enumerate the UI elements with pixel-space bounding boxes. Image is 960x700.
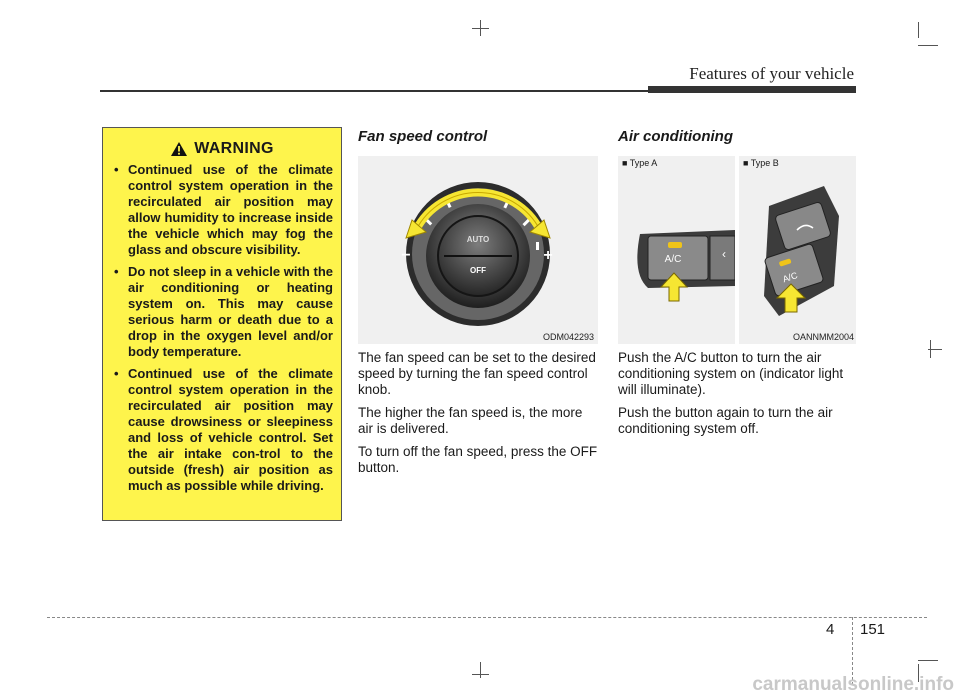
crop-mark	[480, 662, 481, 678]
warning-item	[111, 366, 333, 494]
figure-code: OANNMM2004	[792, 332, 854, 342]
warning-list	[111, 162, 333, 494]
ac-type-a-figure	[618, 156, 735, 344]
knob-off-label: OFF	[470, 266, 486, 275]
knob-auto-label: AUTO	[466, 235, 490, 244]
section-header: Features of your vehicle	[689, 64, 854, 83]
warning-item-text: Continued use of the climate control system operation in the recirculated air position may allow humidity to increase inside the vehicle which may fog the glass and obscure visibility.	[128, 162, 333, 257]
ac-button-label: A/C	[781, 270, 799, 285]
indicator-light-icon	[668, 242, 682, 248]
fan-paragraph: To turn off the fan speed, press the OFF button.	[358, 444, 598, 475]
knob-minus-label: −	[401, 247, 411, 264]
warning-box	[102, 127, 342, 521]
ac-section-title: Air conditioning	[618, 128, 733, 145]
warning-item	[111, 264, 333, 360]
warning-item	[111, 162, 333, 258]
fan-body-text	[358, 350, 598, 483]
header-tab	[648, 86, 856, 93]
crop-mark	[918, 22, 919, 38]
ac-button-label: A/C	[664, 254, 682, 265]
warning-item-text: Continued use of the climate control system operation in the recirculated air position may cause drowsiness or sleepiness and loss of vehicle control. Set the air intake con-trol to the outside (fresh) air position as much as possible while driving.	[128, 366, 333, 493]
crop-mark	[918, 45, 938, 46]
ac-paragraph: Push the button again to turn the air conditioning system off.	[618, 405, 833, 436]
watermark: carmanualsonline.info	[752, 674, 954, 695]
warning-item-text: Do not sleep in a vehicle with the air conditioning or heating system on. This may cause serious harm or death due to a drop in the oxygen level and/or body temperature.	[128, 264, 333, 359]
bullet: •	[114, 264, 119, 279]
svg-text:‹: ‹	[722, 247, 726, 261]
crop-mark	[472, 674, 489, 675]
chapter-number: 4	[826, 621, 835, 638]
ac-type-b-figure	[739, 156, 856, 344]
warning-title: WARNING	[194, 140, 274, 157]
bullet: •	[114, 162, 119, 177]
type-a-label: ■ Type A	[622, 158, 658, 168]
bullet: •	[114, 366, 119, 381]
type-b-label: ■ Type B	[743, 158, 779, 168]
ac-paragraph: Push the A/C button to turn the air conditioning system on (indicator light will illuminate).	[618, 350, 844, 397]
fan-knob-illustration	[358, 156, 598, 344]
knob-plus-label: +	[543, 247, 553, 264]
warning-heading	[111, 140, 333, 158]
fan-knob-figure	[358, 156, 598, 344]
fan-paragraph: The higher the fan speed is, the more air is delivered.	[358, 405, 583, 436]
crop-mark	[928, 349, 942, 350]
ac-type-a-illustration	[618, 156, 735, 344]
fan-section-title: Fan speed control	[358, 128, 488, 145]
footer-rule	[47, 617, 927, 618]
crop-mark	[472, 28, 489, 29]
warning-triangle-icon	[170, 141, 188, 157]
ac-body-text	[618, 350, 856, 444]
figure-code: ODM042293	[542, 332, 594, 342]
ac-type-b-illustration	[739, 156, 856, 344]
fan-paragraph: The fan speed can be set to the desired speed by turning the fan speed control knob.	[358, 350, 596, 397]
page-number: 151	[860, 621, 886, 638]
crop-mark	[918, 660, 938, 661]
